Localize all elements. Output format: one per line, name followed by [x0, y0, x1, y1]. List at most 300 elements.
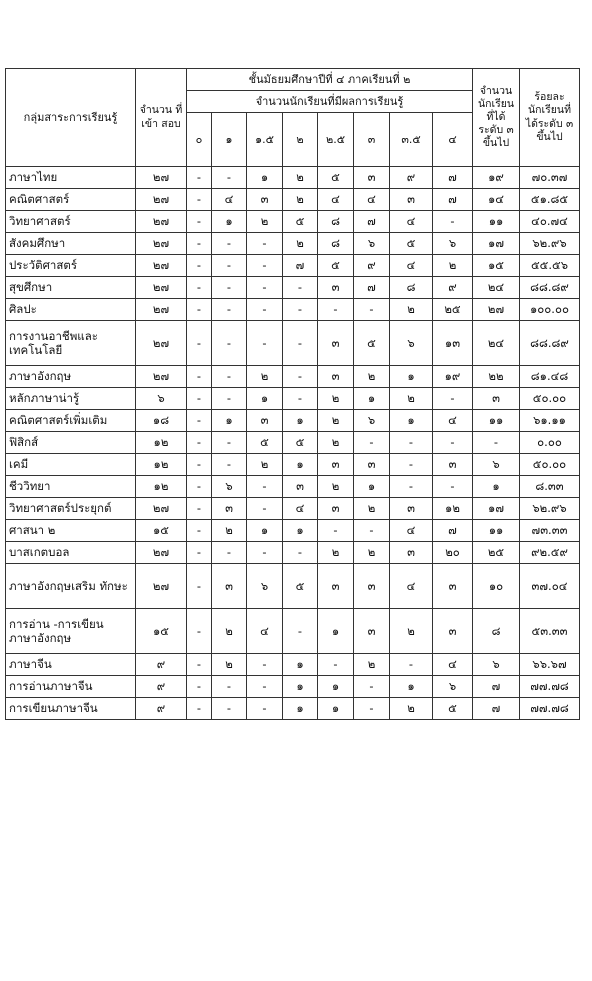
cell-takers: ๑๒ [136, 454, 187, 476]
cell-grade-0: - [187, 698, 212, 720]
cell-grade-1-5: - [247, 654, 283, 676]
cell-grade-1-5: ๖ [247, 564, 283, 609]
cell-takers: ๒๗ [136, 167, 187, 189]
cell-count-level3-up: ๖ [473, 454, 520, 476]
cell-grade-4: ๒๕ [433, 299, 473, 321]
cell-grade-1: - [212, 698, 247, 720]
table-row [6, 432, 580, 454]
header-grade-level: ๒.๕ [318, 113, 354, 167]
cell-grade-2-5: ๕ [318, 255, 354, 277]
cell-count-level3-up: ๒๕ [473, 542, 520, 564]
cell-grade-1-5: ๑ [247, 388, 283, 410]
cell-grade-0: - [187, 432, 212, 454]
cell-subject: ภาษาอังกฤษ [6, 366, 136, 388]
cell-grade-1-5: ๑ [247, 167, 283, 189]
cell-grade-1: - [212, 277, 247, 299]
cell-grade-2-5: - [318, 520, 354, 542]
cell-grade-4: ๓ [433, 454, 473, 476]
cell-count-level3-up: ๖ [473, 654, 520, 676]
cell-grade-4: ๒๐ [433, 542, 473, 564]
cell-grade-2-5: ๓ [318, 564, 354, 609]
cell-percent-level3-up: ๖๑.๑๑ [520, 410, 580, 432]
cell-grade-4: ๑๒ [433, 498, 473, 520]
cell-count-level3-up: ๘ [473, 609, 520, 654]
cell-subject: การเขียนภาษาจีน [6, 698, 136, 720]
cell-grade-2: ๔ [283, 498, 318, 520]
cell-grade-4: ๙ [433, 277, 473, 299]
cell-grade-0: - [187, 564, 212, 609]
cell-grade-1: ๒ [212, 609, 247, 654]
cell-takers: ๑๘ [136, 410, 187, 432]
cell-grade-2: ๑ [283, 654, 318, 676]
cell-takers: ๖ [136, 388, 187, 410]
cell-grade-2: ๕ [283, 211, 318, 233]
cell-grade-4: - [433, 432, 473, 454]
cell-grade-4: ๖ [433, 233, 473, 255]
cell-grade-1: - [212, 255, 247, 277]
cell-grade-1-5: ๓ [247, 189, 283, 211]
cell-grade-2: - [283, 609, 318, 654]
cell-subject: สังคมศึกษา [6, 233, 136, 255]
cell-takers: ๑๕ [136, 609, 187, 654]
cell-grade-0: - [187, 211, 212, 233]
cell-grade-4: ๔ [433, 654, 473, 676]
cell-grade-2-5: ๓ [318, 366, 354, 388]
cell-grade-0: - [187, 388, 212, 410]
cell-grade-0: - [187, 454, 212, 476]
cell-grade-1: - [212, 676, 247, 698]
cell-grade-3-5: ๔ [390, 564, 433, 609]
cell-grade-3: - [354, 698, 390, 720]
header-grade-level: ๔ [433, 113, 473, 167]
cell-grade-3: ๑ [354, 388, 390, 410]
cell-takers: ๒๗ [136, 233, 187, 255]
cell-grade-1-5: - [247, 277, 283, 299]
cell-grade-1: ๑ [212, 211, 247, 233]
cell-grade-1: ๒ [212, 520, 247, 542]
cell-grade-4: - [433, 476, 473, 498]
cell-percent-level3-up: ๑๐๐.๐๐ [520, 299, 580, 321]
cell-count-level3-up: ๗ [473, 698, 520, 720]
table-row [6, 454, 580, 476]
table-row [6, 255, 580, 277]
cell-subject: ศาสนา ๒ [6, 520, 136, 542]
cell-grade-0: - [187, 654, 212, 676]
cell-percent-level3-up: ๕๕.๕๖ [520, 255, 580, 277]
cell-grade-2-5: ๓ [318, 321, 354, 366]
cell-grade-0: - [187, 520, 212, 542]
cell-percent-level3-up: ๖๒.๙๖ [520, 233, 580, 255]
cell-grade-0: - [187, 189, 212, 211]
cell-grade-3-5: ๒ [390, 609, 433, 654]
cell-count-level3-up: ๑๐ [473, 564, 520, 609]
cell-grade-0: - [187, 498, 212, 520]
cell-subject: การงานอาชีพและ เทคโนโลยี [6, 321, 136, 366]
cell-grade-1: - [212, 388, 247, 410]
cell-grade-1: - [212, 454, 247, 476]
cell-grade-0: - [187, 255, 212, 277]
cell-grade-1-5: ๒ [247, 454, 283, 476]
cell-grade-1-5: - [247, 299, 283, 321]
cell-count-level3-up: ๒๒ [473, 366, 520, 388]
table-row [6, 299, 580, 321]
cell-percent-level3-up: ๗๓.๓๓ [520, 520, 580, 542]
cell-grade-3-5: - [390, 432, 433, 454]
cell-grade-2-5: ๒ [318, 476, 354, 498]
cell-grade-3-5: ๒ [390, 299, 433, 321]
cell-count-level3-up: ๑ [473, 476, 520, 498]
cell-grade-4: ๓ [433, 564, 473, 609]
cell-grade-4: - [433, 211, 473, 233]
cell-count-level3-up: ๑๑ [473, 211, 520, 233]
cell-grade-2-5: ๒ [318, 542, 354, 564]
table-row [6, 410, 580, 432]
cell-subject: ภาษาอังกฤษเสริม ทักษะ [6, 564, 136, 609]
cell-percent-level3-up: ๘๑.๔๘ [520, 366, 580, 388]
cell-percent-level3-up: ๐.๐๐ [520, 432, 580, 454]
cell-grade-1-5: ๕ [247, 432, 283, 454]
cell-grade-4: - [433, 388, 473, 410]
cell-subject: วิทยาศาสตร์ [6, 211, 136, 233]
table-row [6, 189, 580, 211]
cell-grade-2-5: ๒ [318, 388, 354, 410]
cell-subject: ฟิสิกส์ [6, 432, 136, 454]
cell-takers: ๒๗ [136, 277, 187, 299]
cell-grade-1: ๔ [212, 189, 247, 211]
cell-grade-3: ๔ [354, 189, 390, 211]
cell-grade-2: ๒ [283, 233, 318, 255]
cell-count-level3-up: ๒๔ [473, 321, 520, 366]
cell-grade-2: - [283, 277, 318, 299]
cell-grade-3: ๓ [354, 609, 390, 654]
header-results-title: จำนวนนักเรียนที่มีผลการเรียนรู้ [187, 91, 473, 113]
header-subject-group: กลุ่มสาระการเรียนรู้ [6, 69, 136, 167]
cell-grade-1-5: - [247, 321, 283, 366]
cell-grade-3-5: ๔ [390, 520, 433, 542]
cell-count-level3-up: ๑๑ [473, 410, 520, 432]
cell-subject: หลักภาษาน่ารู้ [6, 388, 136, 410]
cell-takers: ๒๗ [136, 366, 187, 388]
cell-count-level3-up: ๑๑ [473, 520, 520, 542]
header-exam-takers: จำนวน ที่เข้า สอบ [136, 69, 187, 167]
cell-takers: ๒๗ [136, 299, 187, 321]
cell-grade-2-5: ๕ [318, 167, 354, 189]
cell-subject: ชีววิทยา [6, 476, 136, 498]
cell-percent-level3-up: ๕๓.๓๓ [520, 609, 580, 654]
cell-percent-level3-up: ๗๐.๓๗ [520, 167, 580, 189]
cell-grade-2: ๑ [283, 520, 318, 542]
cell-grade-2: - [283, 299, 318, 321]
cell-subject: การอ่าน -การเขียน ภาษาอังกฤษ [6, 609, 136, 654]
cell-grade-3: ๗ [354, 277, 390, 299]
cell-grade-0: - [187, 410, 212, 432]
cell-grade-3-5: - [390, 654, 433, 676]
cell-percent-level3-up: ๖๖.๖๗ [520, 654, 580, 676]
cell-count-level3-up: ๑๗ [473, 498, 520, 520]
cell-subject: การอ่านภาษาจีน [6, 676, 136, 698]
cell-grade-1-5: ๒ [247, 366, 283, 388]
cell-grade-2-5: ๔ [318, 189, 354, 211]
table-row [6, 698, 580, 720]
cell-grade-3: ๙ [354, 255, 390, 277]
cell-grade-2: ๑ [283, 410, 318, 432]
cell-grade-3-5: ๙ [390, 167, 433, 189]
cell-percent-level3-up: ๘๘.๘๙ [520, 321, 580, 366]
cell-grade-0: - [187, 542, 212, 564]
cell-grade-2-5: ๘ [318, 211, 354, 233]
cell-grade-2: ๒ [283, 189, 318, 211]
cell-grade-3-5: ๔ [390, 255, 433, 277]
cell-grade-3: ๓ [354, 564, 390, 609]
cell-grade-2-5: ๓ [318, 277, 354, 299]
table-row [6, 564, 580, 609]
cell-grade-2-5: ๑ [318, 609, 354, 654]
cell-grade-2-5: ๓ [318, 454, 354, 476]
cell-subject: เคมี [6, 454, 136, 476]
cell-grade-0: - [187, 366, 212, 388]
cell-grade-1: ๓ [212, 564, 247, 609]
cell-percent-level3-up: ๗๗.๗๘ [520, 698, 580, 720]
cell-grade-1: - [212, 233, 247, 255]
header-grade-level: ๒ [283, 113, 318, 167]
table-row [6, 211, 580, 233]
cell-grade-1: - [212, 321, 247, 366]
grade-results-table [5, 68, 580, 720]
cell-grade-2-5: ๑ [318, 698, 354, 720]
cell-percent-level3-up: ๘๘.๘๙ [520, 277, 580, 299]
cell-grade-3-5: ๘ [390, 277, 433, 299]
cell-count-level3-up: ๑๙ [473, 167, 520, 189]
cell-grade-1-5: - [247, 498, 283, 520]
cell-percent-level3-up: ๕๐.๐๐ [520, 388, 580, 410]
cell-takers: ๑๕ [136, 520, 187, 542]
cell-grade-1-5: - [247, 542, 283, 564]
cell-grade-1: - [212, 432, 247, 454]
cell-takers: ๒๗ [136, 564, 187, 609]
cell-grade-3: ๒ [354, 366, 390, 388]
cell-grade-4: ๔ [433, 410, 473, 432]
cell-grade-3-5: ๔ [390, 211, 433, 233]
cell-grade-3: ๕ [354, 321, 390, 366]
cell-percent-level3-up: ๓๗.๐๔ [520, 564, 580, 609]
cell-grade-3: - [354, 520, 390, 542]
table-row [6, 277, 580, 299]
cell-grade-0: - [187, 676, 212, 698]
cell-grade-3-5: ๓ [390, 189, 433, 211]
cell-grade-2: - [283, 321, 318, 366]
cell-grade-4: ๖ [433, 676, 473, 698]
cell-grade-1: - [212, 167, 247, 189]
cell-grade-4: ๗ [433, 167, 473, 189]
cell-grade-1: ๖ [212, 476, 247, 498]
cell-grade-1: ๑ [212, 410, 247, 432]
cell-grade-1-5: - [247, 698, 283, 720]
cell-grade-3: ๗ [354, 211, 390, 233]
cell-takers: ๒๗ [136, 542, 187, 564]
cell-subject: ภาษาไทย [6, 167, 136, 189]
cell-takers: ๒๗ [136, 498, 187, 520]
cell-grade-2-5: - [318, 654, 354, 676]
cell-grade-0: - [187, 476, 212, 498]
cell-subject: คณิตศาสตร์เพิ่มเติม [6, 410, 136, 432]
cell-grade-1-5: - [247, 255, 283, 277]
cell-grade-4: ๗ [433, 520, 473, 542]
cell-takers: ๙ [136, 676, 187, 698]
cell-grade-1-5: ๑ [247, 520, 283, 542]
cell-subject: ประวัติศาสตร์ [6, 255, 136, 277]
cell-percent-level3-up: ๗๗.๗๘ [520, 676, 580, 698]
header-grade-level: ๓ [354, 113, 390, 167]
cell-grade-0: - [187, 167, 212, 189]
cell-takers: ๒๗ [136, 255, 187, 277]
cell-grade-3-5: ๖ [390, 321, 433, 366]
cell-grade-1: - [212, 366, 247, 388]
cell-grade-2: ๕ [283, 564, 318, 609]
table-row [6, 609, 580, 654]
cell-grade-3: - [354, 432, 390, 454]
cell-takers: ๒๗ [136, 211, 187, 233]
cell-percent-level3-up: ๔๐.๗๔ [520, 211, 580, 233]
cell-takers: ๙ [136, 698, 187, 720]
cell-grade-2: ๑ [283, 454, 318, 476]
cell-subject: ศิลปะ [6, 299, 136, 321]
header-grade-level: ๐ [187, 113, 212, 167]
table-row [6, 233, 580, 255]
cell-grade-1-5: - [247, 476, 283, 498]
cell-grade-4: ๕ [433, 698, 473, 720]
cell-grade-3-5: ๓ [390, 542, 433, 564]
cell-count-level3-up: ๑๗ [473, 233, 520, 255]
cell-grade-1: - [212, 542, 247, 564]
cell-grade-3: ๓ [354, 454, 390, 476]
cell-count-level3-up: ๓ [473, 388, 520, 410]
cell-grade-3: - [354, 676, 390, 698]
cell-grade-3: - [354, 299, 390, 321]
table-row [6, 167, 580, 189]
cell-count-level3-up: ๑๔ [473, 189, 520, 211]
cell-grade-0: - [187, 277, 212, 299]
cell-grade-3-5: ๑ [390, 410, 433, 432]
cell-grade-1-5: ๔ [247, 609, 283, 654]
cell-grade-2-5: ๒ [318, 410, 354, 432]
header-level-title: ชั้นมัธยมศึกษาปีที่ ๔ ภาคเรียนที่ ๒ [187, 69, 473, 91]
cell-percent-level3-up: ๘.๓๓ [520, 476, 580, 498]
cell-grade-3: ๖ [354, 410, 390, 432]
cell-grade-2: - [283, 366, 318, 388]
cell-grade-3: ๖ [354, 233, 390, 255]
cell-grade-2-5: ๘ [318, 233, 354, 255]
cell-grade-2: ๗ [283, 255, 318, 277]
cell-grade-4: ๒ [433, 255, 473, 277]
cell-grade-3: ๒ [354, 654, 390, 676]
table-row [6, 520, 580, 542]
cell-takers: ๒๗ [136, 321, 187, 366]
header-count-level3-up: จำนวน นักเรียน ที่ได้ ระดับ ๓ ขึ้นไป [473, 69, 520, 167]
cell-grade-4: ๑๓ [433, 321, 473, 366]
cell-grade-3-5: - [390, 476, 433, 498]
cell-takers: ๑๒ [136, 432, 187, 454]
cell-subject: คณิตศาสตร์ [6, 189, 136, 211]
table-row [6, 676, 580, 698]
header-percent-level3-up: ร้อยละ นักเรียนที่ ได้ระดับ ๓ ขึ้นไป [520, 69, 580, 167]
table-row [6, 388, 580, 410]
cell-grade-2: - [283, 542, 318, 564]
cell-grade-4: ๗ [433, 189, 473, 211]
cell-grade-3-5: ๑ [390, 676, 433, 698]
cell-grade-2: ๑ [283, 676, 318, 698]
table-row [6, 321, 580, 366]
header-grade-level: ๑.๕ [247, 113, 283, 167]
cell-count-level3-up: - [473, 432, 520, 454]
cell-grade-1: ๒ [212, 654, 247, 676]
cell-grade-0: - [187, 321, 212, 366]
cell-takers: ๑๒ [136, 476, 187, 498]
cell-grade-3-5: ๑ [390, 366, 433, 388]
cell-grade-3: ๓ [354, 167, 390, 189]
cell-grade-1-5: ๒ [247, 211, 283, 233]
cell-count-level3-up: ๒๔ [473, 277, 520, 299]
table-row [6, 542, 580, 564]
cell-grade-1-5: ๓ [247, 410, 283, 432]
cell-grade-2: ๑ [283, 698, 318, 720]
cell-grade-3: ๑ [354, 476, 390, 498]
cell-grade-3-5: ๕ [390, 233, 433, 255]
table-row [6, 476, 580, 498]
cell-takers: ๙ [136, 654, 187, 676]
cell-percent-level3-up: ๙๒.๕๙ [520, 542, 580, 564]
cell-grade-2: ๓ [283, 476, 318, 498]
cell-grade-3-5: ๒ [390, 388, 433, 410]
cell-grade-2-5: ๑ [318, 676, 354, 698]
cell-grade-1: ๓ [212, 498, 247, 520]
cell-percent-level3-up: ๖๒.๙๖ [520, 498, 580, 520]
cell-count-level3-up: ๑๕ [473, 255, 520, 277]
cell-subject: วิทยาศาสตร์ประยุกต์ [6, 498, 136, 520]
cell-grade-4: ๓ [433, 609, 473, 654]
cell-grade-3-5: - [390, 454, 433, 476]
cell-grade-1-5: - [247, 233, 283, 255]
cell-grade-2: - [283, 388, 318, 410]
cell-grade-1-5: - [247, 676, 283, 698]
header-grade-level: ๓.๕ [390, 113, 433, 167]
cell-grade-2-5: - [318, 299, 354, 321]
cell-grade-2-5: ๓ [318, 498, 354, 520]
table-row [6, 366, 580, 388]
header-grade-level: ๑ [212, 113, 247, 167]
cell-grade-2-5: ๒ [318, 432, 354, 454]
cell-grade-4: ๑๙ [433, 366, 473, 388]
cell-percent-level3-up: ๕๑.๘๕ [520, 189, 580, 211]
cell-grade-0: - [187, 299, 212, 321]
cell-takers: ๒๗ [136, 189, 187, 211]
cell-grade-3-5: ๒ [390, 698, 433, 720]
cell-grade-3: ๒ [354, 498, 390, 520]
cell-subject: สุขศึกษา [6, 277, 136, 299]
table-row [6, 498, 580, 520]
cell-grade-0: - [187, 609, 212, 654]
cell-count-level3-up: ๗ [473, 676, 520, 698]
cell-count-level3-up: ๒๗ [473, 299, 520, 321]
cell-grade-0: - [187, 233, 212, 255]
cell-grade-2: ๕ [283, 432, 318, 454]
cell-grade-2: ๒ [283, 167, 318, 189]
cell-percent-level3-up: ๕๐.๐๐ [520, 454, 580, 476]
cell-grade-1: - [212, 299, 247, 321]
cell-subject: ภาษาจีน [6, 654, 136, 676]
table-row [6, 654, 580, 676]
cell-grade-3-5: ๓ [390, 498, 433, 520]
cell-subject: บาสเกตบอล [6, 542, 136, 564]
